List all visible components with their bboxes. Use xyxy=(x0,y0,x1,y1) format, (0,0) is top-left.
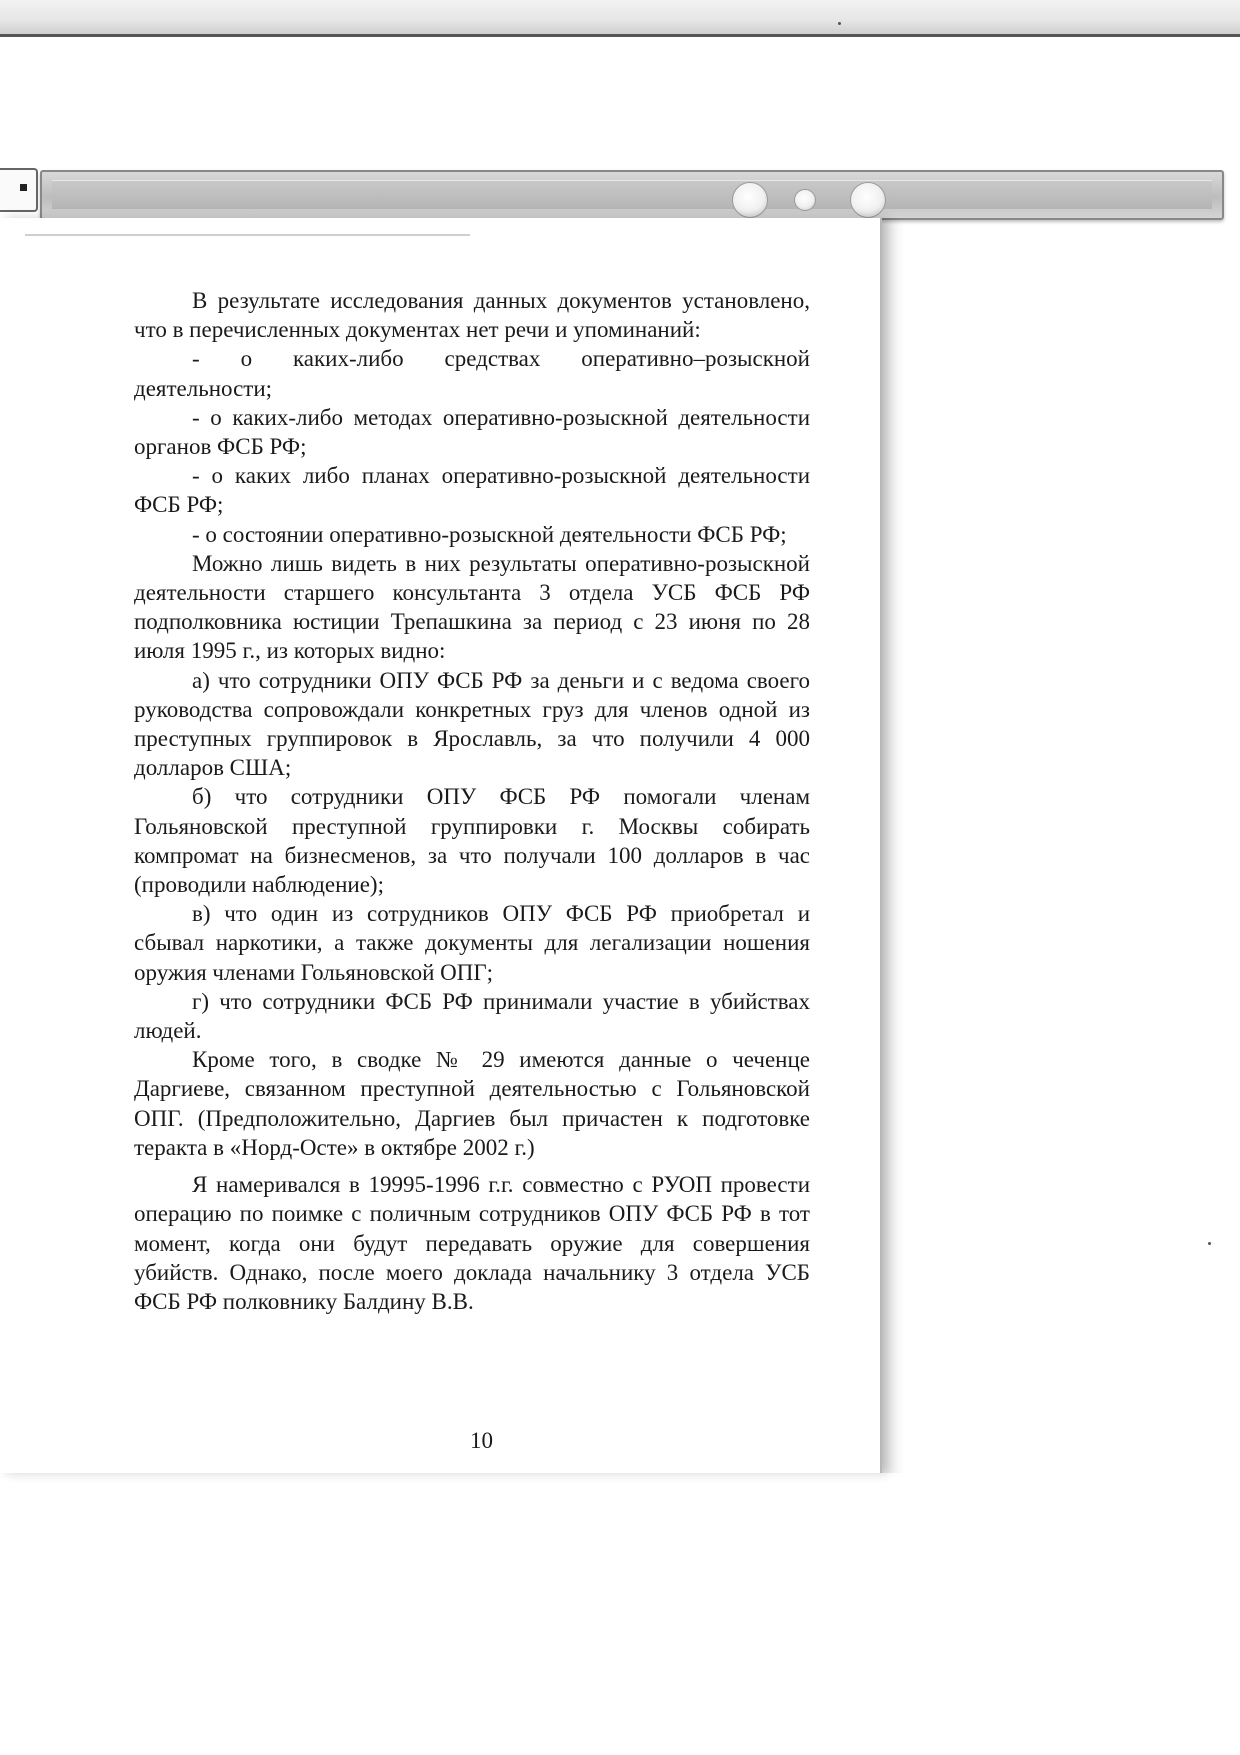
paragraph: В результате исследования данных документов установлено, что в перечисленных документах нет речи и упоминаний: xyxy=(134,288,810,343)
scan-speck xyxy=(838,22,841,25)
list-item: - о каких-либо методах оперативно-розыскной деятельности органов ФСБ РФ; xyxy=(134,404,810,460)
list-item: - о состоянии оперативно-розыскной деятельности ФСБ РФ; xyxy=(192,521,787,547)
list-item: - о каких-либо средствах оперативно–розыскной деятельности; xyxy=(134,346,810,401)
scan-top-edge xyxy=(0,0,1240,37)
page-edge-shadow xyxy=(880,218,904,1473)
document-body xyxy=(134,286,810,1316)
paragraph: Кроме того, в сводке № 29 имеются данные о чеченце Даргиеве, связанном преступной деятельностью с Гольяновской ОПГ. (Предположительно, Даргиев был причастен к подготовке теракта в «Норд-Осте» в октябре 2002 г.) xyxy=(134,1047,810,1160)
scan-speck xyxy=(1208,1242,1211,1245)
list-item: г) что сотрудники ФСБ РФ принимали участие в убийствах людей. xyxy=(134,988,810,1044)
binder-clip-strip xyxy=(40,170,1224,220)
page-number: 10 xyxy=(470,1428,493,1453)
paragraph-gap xyxy=(134,1162,810,1170)
list-item: а) что сотрудники ОПУ ФСБ РФ за деньги и с ведома своего руководства сопровождали конкретных груз для членов одной из преступных группировок в Ярославль, за что получили 4 000 долларов США; xyxy=(134,667,810,781)
folder-tab xyxy=(0,168,38,212)
tab-mark xyxy=(20,184,27,191)
binder-hole xyxy=(732,182,768,218)
paragraph: Можно лишь видеть в них результаты оперативно-розыскной деятельности старшего консультанта 3 отдела УСБ ФСБ РФ подполковника юстиции Трепашкина за период с 23 июня по 28 июля 1995 г., из которых видно: xyxy=(134,550,810,664)
binder-hole xyxy=(850,182,886,218)
binder-clip-inner xyxy=(52,180,1212,209)
list-item: в) что один из сотрудников ОПУ ФСБ РФ приобретал и сбывал наркотики, а также документы для легализации ношения оружия членами Гольяновской ОПГ; xyxy=(134,901,810,985)
paragraph: Я намеривался в 19995-1996 г.г. совместно с РУОП провести операцию по поимке с поличным сотрудников ОПУ ФСБ РФ в тот момент, когда они будут передавать оружие для совершения убийств. Однако, после моего доклада начальнику 3 отдела УСБ ФСБ РФ полковнику Балдину В.В. xyxy=(134,1172,810,1314)
page-top-rule xyxy=(25,234,470,236)
binder-hole xyxy=(794,189,816,211)
list-item: б) что сотрудники ОПУ ФСБ РФ помогали членам Гольяновской преступной группировки г. Москвы собирать компромат на бизнесменов, за что получали 100 долларов в час (проводили наблюдение); xyxy=(134,784,810,898)
list-item: - о каких либо планах оперативно-розыскной деятельности ФСБ РФ; xyxy=(134,463,810,518)
